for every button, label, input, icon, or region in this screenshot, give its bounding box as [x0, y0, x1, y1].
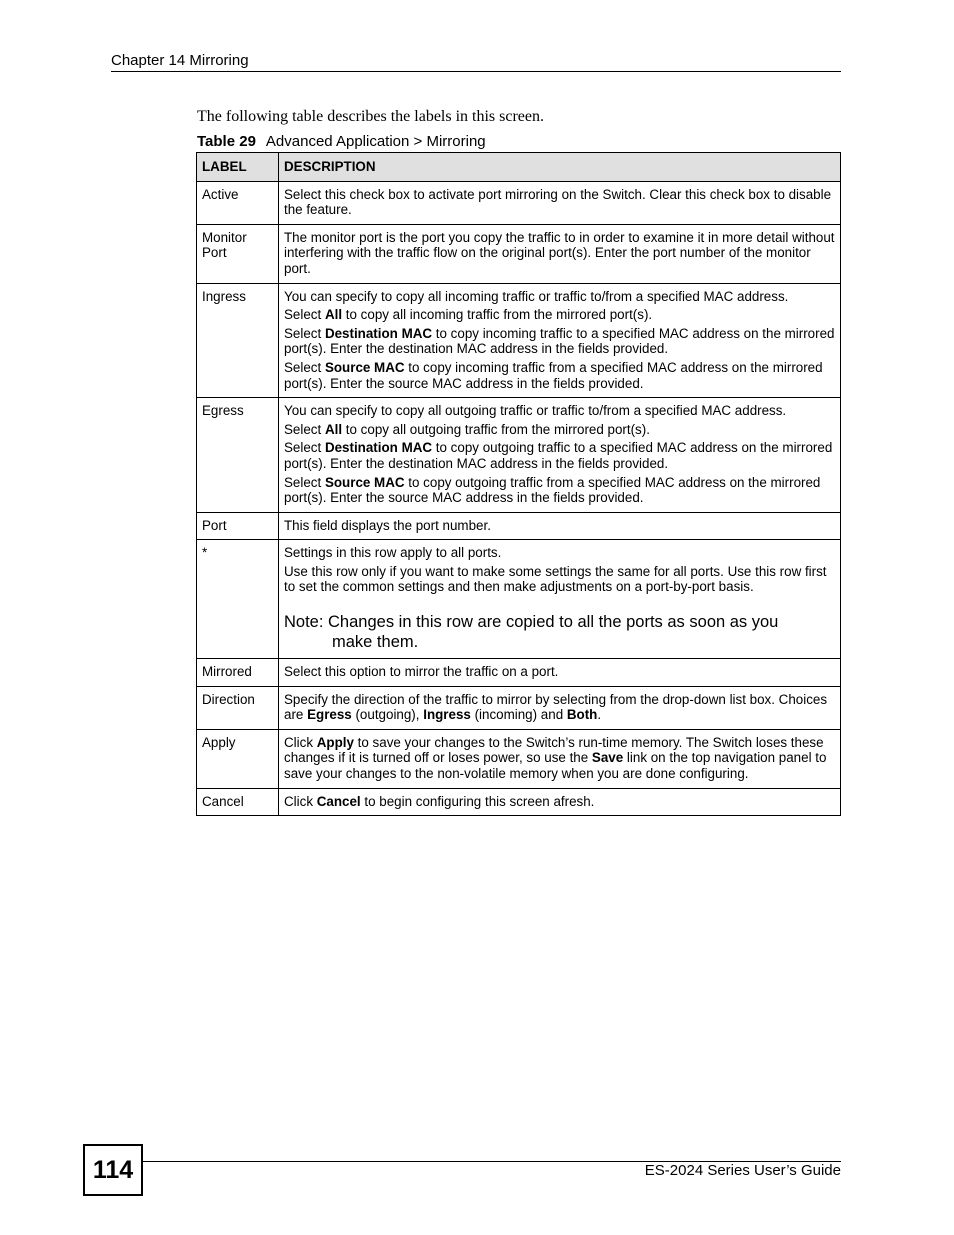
description-paragraph: Click Cancel to begin configuring this screen afresh. — [284, 793, 595, 809]
description-paragraph: Select All to copy all outgoing traffic from the mirrored port(s). — [284, 421, 650, 437]
note-line: make them. — [332, 633, 419, 652]
bold-term: Apply — [316, 734, 354, 750]
table-row — [197, 283, 841, 398]
column-header-description: DESCRIPTION — [279, 153, 841, 182]
row-label: Direction — [197, 686, 279, 729]
row-description — [279, 181, 841, 224]
table-row — [197, 398, 841, 513]
bold-term: Cancel — [316, 793, 361, 809]
table-row — [197, 181, 841, 224]
column-header-label: LABEL — [197, 153, 279, 182]
row-label: * — [197, 540, 279, 659]
bold-term: All — [324, 421, 343, 437]
bold-term: All — [324, 307, 343, 323]
row-label: Port — [197, 512, 279, 540]
table-row — [197, 729, 841, 788]
row-label: Mirrored — [197, 659, 279, 687]
table-row — [197, 540, 841, 659]
row-label: Monitor Port — [197, 224, 279, 283]
row-description — [279, 224, 841, 283]
label-description-table — [196, 152, 841, 816]
running-header: Chapter 14 Mirroring — [111, 52, 249, 69]
table-row — [197, 224, 841, 283]
description-paragraph: This field displays the port number. — [284, 517, 491, 533]
table-row — [197, 686, 841, 729]
description-paragraph: Select this check box to activate port mirroring on the Switch. Clear this check box to disable the feature. — [284, 186, 832, 218]
page-number: 114 — [83, 1144, 143, 1196]
guide-title: ES-2024 Series User’s Guide — [644, 1162, 841, 1179]
bold-term: Egress — [307, 707, 352, 723]
table-caption-title: Advanced Application > Mirroring — [265, 133, 486, 150]
bold-term: Destination MAC — [324, 325, 433, 341]
row-label: Ingress — [197, 283, 279, 398]
table-caption — [197, 133, 486, 150]
table-row — [197, 788, 841, 816]
bold-term: Both — [566, 707, 598, 723]
row-description — [279, 659, 841, 687]
description-paragraph: Select Destination MAC to copy incoming traffic to a specified MAC address on the mirrored port(s). Enter the destination MAC address in the fields provided. — [284, 325, 835, 357]
description-paragraph: Select Source MAC to copy incoming traffic from a specified MAC address on the mirrored port(s). Enter the source MAC address in the fields provided. — [284, 359, 823, 391]
description-paragraph: Select Destination MAC to copy outgoing traffic to a specified MAC address on the mirrored port(s). Enter the destination MAC address in the fields provided. — [284, 440, 833, 471]
header-rule — [111, 71, 841, 72]
table-caption-label: Table 29 — [197, 133, 256, 150]
table-header-row — [197, 153, 841, 182]
note-line: Note: Changes in this row are copied to all the ports as soon as you — [284, 613, 779, 632]
description-paragraph: Use this row only if you want to make some settings the same for all ports. Use this row first to set the common settings and then make adjustments on a port-by-port basis. — [284, 563, 827, 595]
bold-term: Save — [591, 750, 624, 766]
description-paragraph: Click Apply to save your changes to the Switch’s run-time memory. The Switch loses these changes if it is turned off or loses power, so use the Save link on the top navigation panel to save your changes to the non-volatile memory when you are done configuring. — [284, 734, 827, 782]
bold-term: Source MAC — [324, 474, 405, 490]
table-body — [197, 181, 841, 816]
description-paragraph: You can specify to copy all incoming traffic or traffic to/from a specified MAC address. — [284, 288, 789, 304]
row-label: Active — [197, 181, 279, 224]
row-label: Apply — [197, 729, 279, 788]
row-description — [279, 686, 841, 729]
description-paragraph: Select Source MAC to copy outgoing traffic from a specified MAC address on the mirrored port(s). Enter the source MAC address in the fields provided. — [284, 474, 821, 506]
row-label: Cancel — [197, 788, 279, 816]
bold-term: Destination MAC — [324, 440, 433, 456]
description-paragraph: You can specify to copy all outgoing traffic or traffic to/from a specified MAC address. — [284, 403, 787, 419]
bold-term: Ingress — [423, 707, 471, 723]
description-paragraph: Settings in this row apply to all ports. — [284, 545, 502, 561]
note — [284, 595, 835, 652]
description-paragraph: Select All to copy all incoming traffic from the mirrored port(s). — [284, 307, 653, 323]
row-description — [279, 540, 841, 659]
row-description — [279, 398, 841, 513]
row-label: Egress — [197, 398, 279, 513]
table-row — [197, 512, 841, 540]
table-row — [197, 659, 841, 687]
row-description — [279, 788, 841, 816]
description-paragraph: The monitor port is the port you copy the traffic to in order to examine it in more detail without interfering with the traffic flow on the original port(s). Enter the port number of the monitor port. — [284, 229, 835, 276]
row-description — [279, 729, 841, 788]
intro-paragraph: The following table describes the labels in this screen. — [197, 108, 545, 125]
row-description — [279, 512, 841, 540]
description-paragraph: Specify the direction of the traffic to mirror by selecting from the drop-down list box. Choices are Egress (outgoing), Ingress (incoming) and Both. — [284, 691, 828, 723]
bold-term: Source MAC — [324, 359, 405, 375]
description-paragraph: Select this option to mirror the traffic on a port. — [284, 664, 559, 680]
row-description — [279, 283, 841, 398]
